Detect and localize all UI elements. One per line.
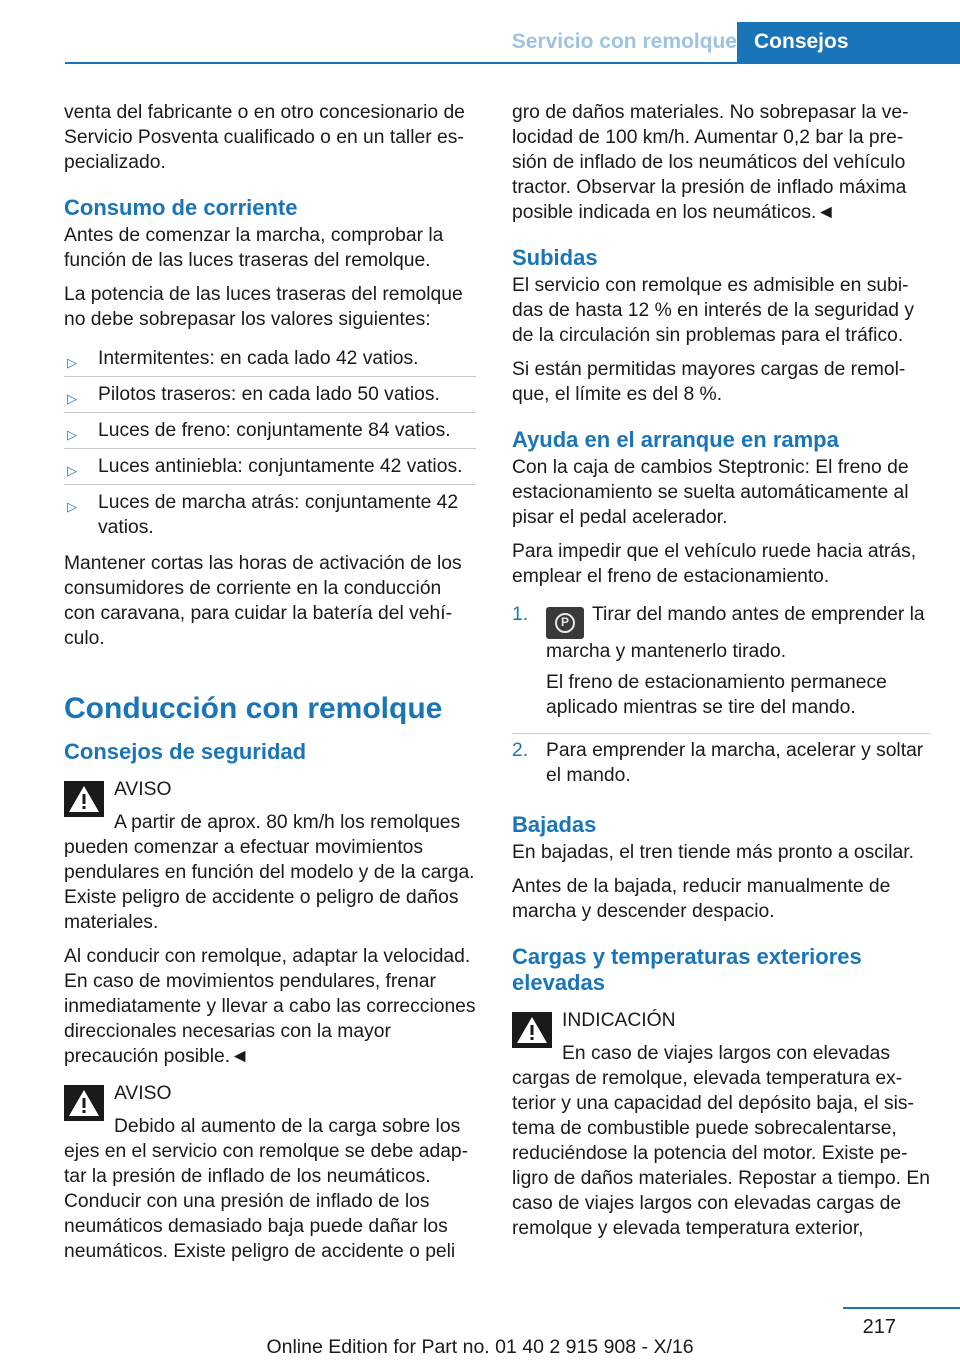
warning-text: Al conducir con remolque, adaptar la velocidad. En caso de movimientos pendulares, frenar inmediatamente y llevar a cabo las correcciones direccionales necesarias con la mayor precaución posible.◄ <box>64 946 476 1067</box>
list-item <box>512 734 930 792</box>
section-bajadas <box>512 812 930 924</box>
triangle-bullet-icon: ▷ <box>67 499 77 514</box>
list-item <box>64 413 476 449</box>
header-section-link[interactable]: Servicio con remolque <box>511 30 737 53</box>
note-keyword: INDICACIÓN <box>562 1009 676 1031</box>
section-heading: Ayuda en el arranque en rampa <box>512 427 839 452</box>
warning-box <box>64 1081 476 1264</box>
section-heading: Subidas <box>512 245 598 270</box>
section-heading: Consejos de seguridad <box>64 739 307 764</box>
footer-divider <box>843 1307 960 1309</box>
section-subidas <box>512 245 930 407</box>
paragraph: Antes de comenzar la marcha, comprobar la función de las luces traseras del remolque. <box>64 225 444 271</box>
parking-brake-label: P <box>555 613 575 633</box>
left-column <box>64 100 476 1273</box>
list-item <box>64 377 476 413</box>
paragraph: Mantener cortas las horas de activación de los consumidores de corriente en la conducción con caravana, para cuidar la batería del vehículo. <box>64 553 462 649</box>
warning-triangle-icon <box>64 1085 104 1121</box>
section-consumo <box>64 195 476 651</box>
warning-text: A partir de aprox. 80 km/h los remolques pueden comenzar a efectuar movimientos pendulares en función del modelo y de la carga. Existe peligro de accidente o peligro de daños materiales. <box>64 812 475 933</box>
warning-keyword: AVISO <box>114 779 172 800</box>
list-item <box>512 598 930 734</box>
intro-paragraph: venta del fabricante o en otro concesionario de Servicio Posventa cualificado o en un taller especializado. <box>64 102 465 173</box>
list-item-text: Luces de marcha atrás: conjuntamente 42 vatios. <box>98 492 459 538</box>
section-cargas <box>512 944 930 1241</box>
paragraph: Antes de la bajada, reducir manualmente de marcha y descender despacio. <box>512 875 891 922</box>
triangle-bullet-icon: ▷ <box>67 391 77 406</box>
note-text: En caso de viajes largos con elevadas cargas de remolque, elevada temperatura exterior y una capacidad del depósito baja, el sistema de combustible puede sobrecalentarse, reduciéndose la potencia del motor. Existe peligro de daños materiales. Repostar a tiempo. En caso de viajes largos con elevadas cargas de remolque y elevada temperatura exterior, <box>512 1042 930 1239</box>
paragraph: La potencia de las luces traseras del remolque no debe sobrepasar los valores siguientes: <box>64 284 463 330</box>
warning-keyword: AVISO <box>114 1083 172 1104</box>
list-item <box>64 485 476 545</box>
paragraph: Si están permitidas mayores cargas de remolque, el límite es del 8 %. <box>512 359 906 405</box>
triangle-bullet-icon: ▷ <box>67 463 77 478</box>
parking-brake-button-icon <box>546 607 584 639</box>
list-item-text: Pilotos traseros: en cada lado 50 vatios. <box>98 384 440 405</box>
section-heading: Consumo de corriente <box>64 195 298 220</box>
step-text: Tirar del mando antes de emprender la marcha y mantenerlo tirado. <box>546 604 925 662</box>
warning-text: Debido al aumento de la carga sobre los ejes en el servicio con remolque se debe adaptar la presión de inflado de los neumáticos. Conducir con una presión de inflado de los neumáticos demasiado baja puede dañar los neumáticos. Existe peligro de accidente o peli <box>64 1116 469 1262</box>
triangle-bullet-icon: ▷ <box>67 427 77 442</box>
header-tab-consejos[interactable]: Consejos <box>737 22 960 62</box>
page-number: 217 <box>862 1316 896 1338</box>
list-item <box>64 341 476 377</box>
step-subtext: El freno de estacionamiento permanece aplicado mientras se tire del mando. <box>546 671 887 718</box>
note-box <box>512 1008 930 1241</box>
list-item-text: Luces antiniebla: conjuntamente 42 vatios. <box>98 456 463 477</box>
header-divider <box>65 62 960 64</box>
chapter-title: Conducción con remolque <box>64 692 443 725</box>
continued-paragraph: gro de daños materiales. No sobrepasar la velocidad de 100 km/h. Aumentar 0,2 bar la presión de inflado de los neumáticos del vehículo tractor. Observar la presión de inflado máxima posible indicada en los neumáticos.◄ <box>512 102 909 223</box>
warning-triangle-icon <box>64 781 104 817</box>
paragraph: Para impedir que el vehículo ruede hacia atrás, emplear el freno de estacionamiento. <box>512 541 917 587</box>
list-item <box>64 449 476 485</box>
step-text: Para emprender la marcha, acelerar y soltar el mando. <box>546 739 924 786</box>
list-item-text: Luces de freno: conjuntamente 84 vatios. <box>98 420 451 441</box>
step-number: 1. <box>512 604 529 625</box>
edition-footer: Online Edition for Part no. 01 40 2 915 908 - X/16 <box>266 1336 694 1358</box>
steps-list <box>512 598 930 792</box>
triangle-bullet-icon: ▷ <box>67 355 77 370</box>
section-rampa <box>512 427 930 792</box>
section-seguridad <box>64 739 476 1264</box>
list-item-text: Intermitentes: en cada lado 42 vatios. <box>98 348 419 369</box>
step-number: 2. <box>512 739 529 761</box>
warning-triangle-icon <box>512 1012 552 1048</box>
right-column <box>512 100 930 1250</box>
paragraph: En bajadas, el tren tiende más pronto a oscilar. <box>512 841 914 863</box>
paragraph: El servicio con remolque es admisible en subidas de hasta 12 % en interés de la seguridad y de la circulación sin problemas para el tráfico. <box>512 275 914 346</box>
section-heading: Bajadas <box>512 811 597 837</box>
paragraph: Con la caja de cambios Steptronic: El freno de estacionamiento se suelta automáticamente al pisar el pedal acelerador. <box>512 457 909 528</box>
section-heading: Cargas y temperaturas exteriores elevadas <box>512 943 862 995</box>
power-limits-list <box>64 341 476 545</box>
warning-box <box>64 777 476 1069</box>
